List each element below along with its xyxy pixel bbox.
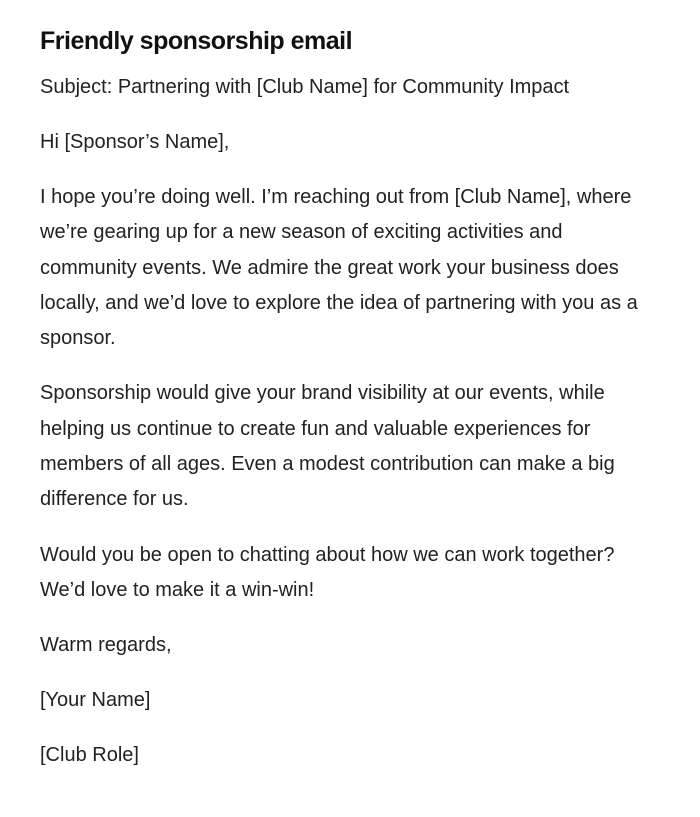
email-paragraph-call-to-action: Would you be open to chatting about how we can work together? We’d love to make it a win-win! — [40, 543, 615, 601]
email-subject-line: Subject: Partnering with [Club Name] for Community Impact — [40, 76, 570, 98]
email-paragraph-benefits: Sponsorship would give your brand visibility at our events, while helping us continue to create fun and valuable experiences for members of all ages. Even a modest contribution can make a big difference for us. — [40, 382, 615, 511]
page-title: Friendly sponsorship email — [40, 27, 353, 55]
email-closing: Warm regards, — [40, 634, 172, 657]
email-greeting: Hi [Sponsor’s Name], — [40, 131, 230, 153]
email-signature-name: [Your Name] — [40, 689, 151, 712]
email-signature-role: [Club Role] — [40, 744, 139, 767]
email-paragraph-intro: I hope you’re doing well. I’m reaching out from [Club Name], where we’re gearing up for a new season of exciting activities and community events. We admire the great work your business does locally, and we’d love to explore the idea of partnering with you as a sponsor. — [40, 186, 638, 350]
